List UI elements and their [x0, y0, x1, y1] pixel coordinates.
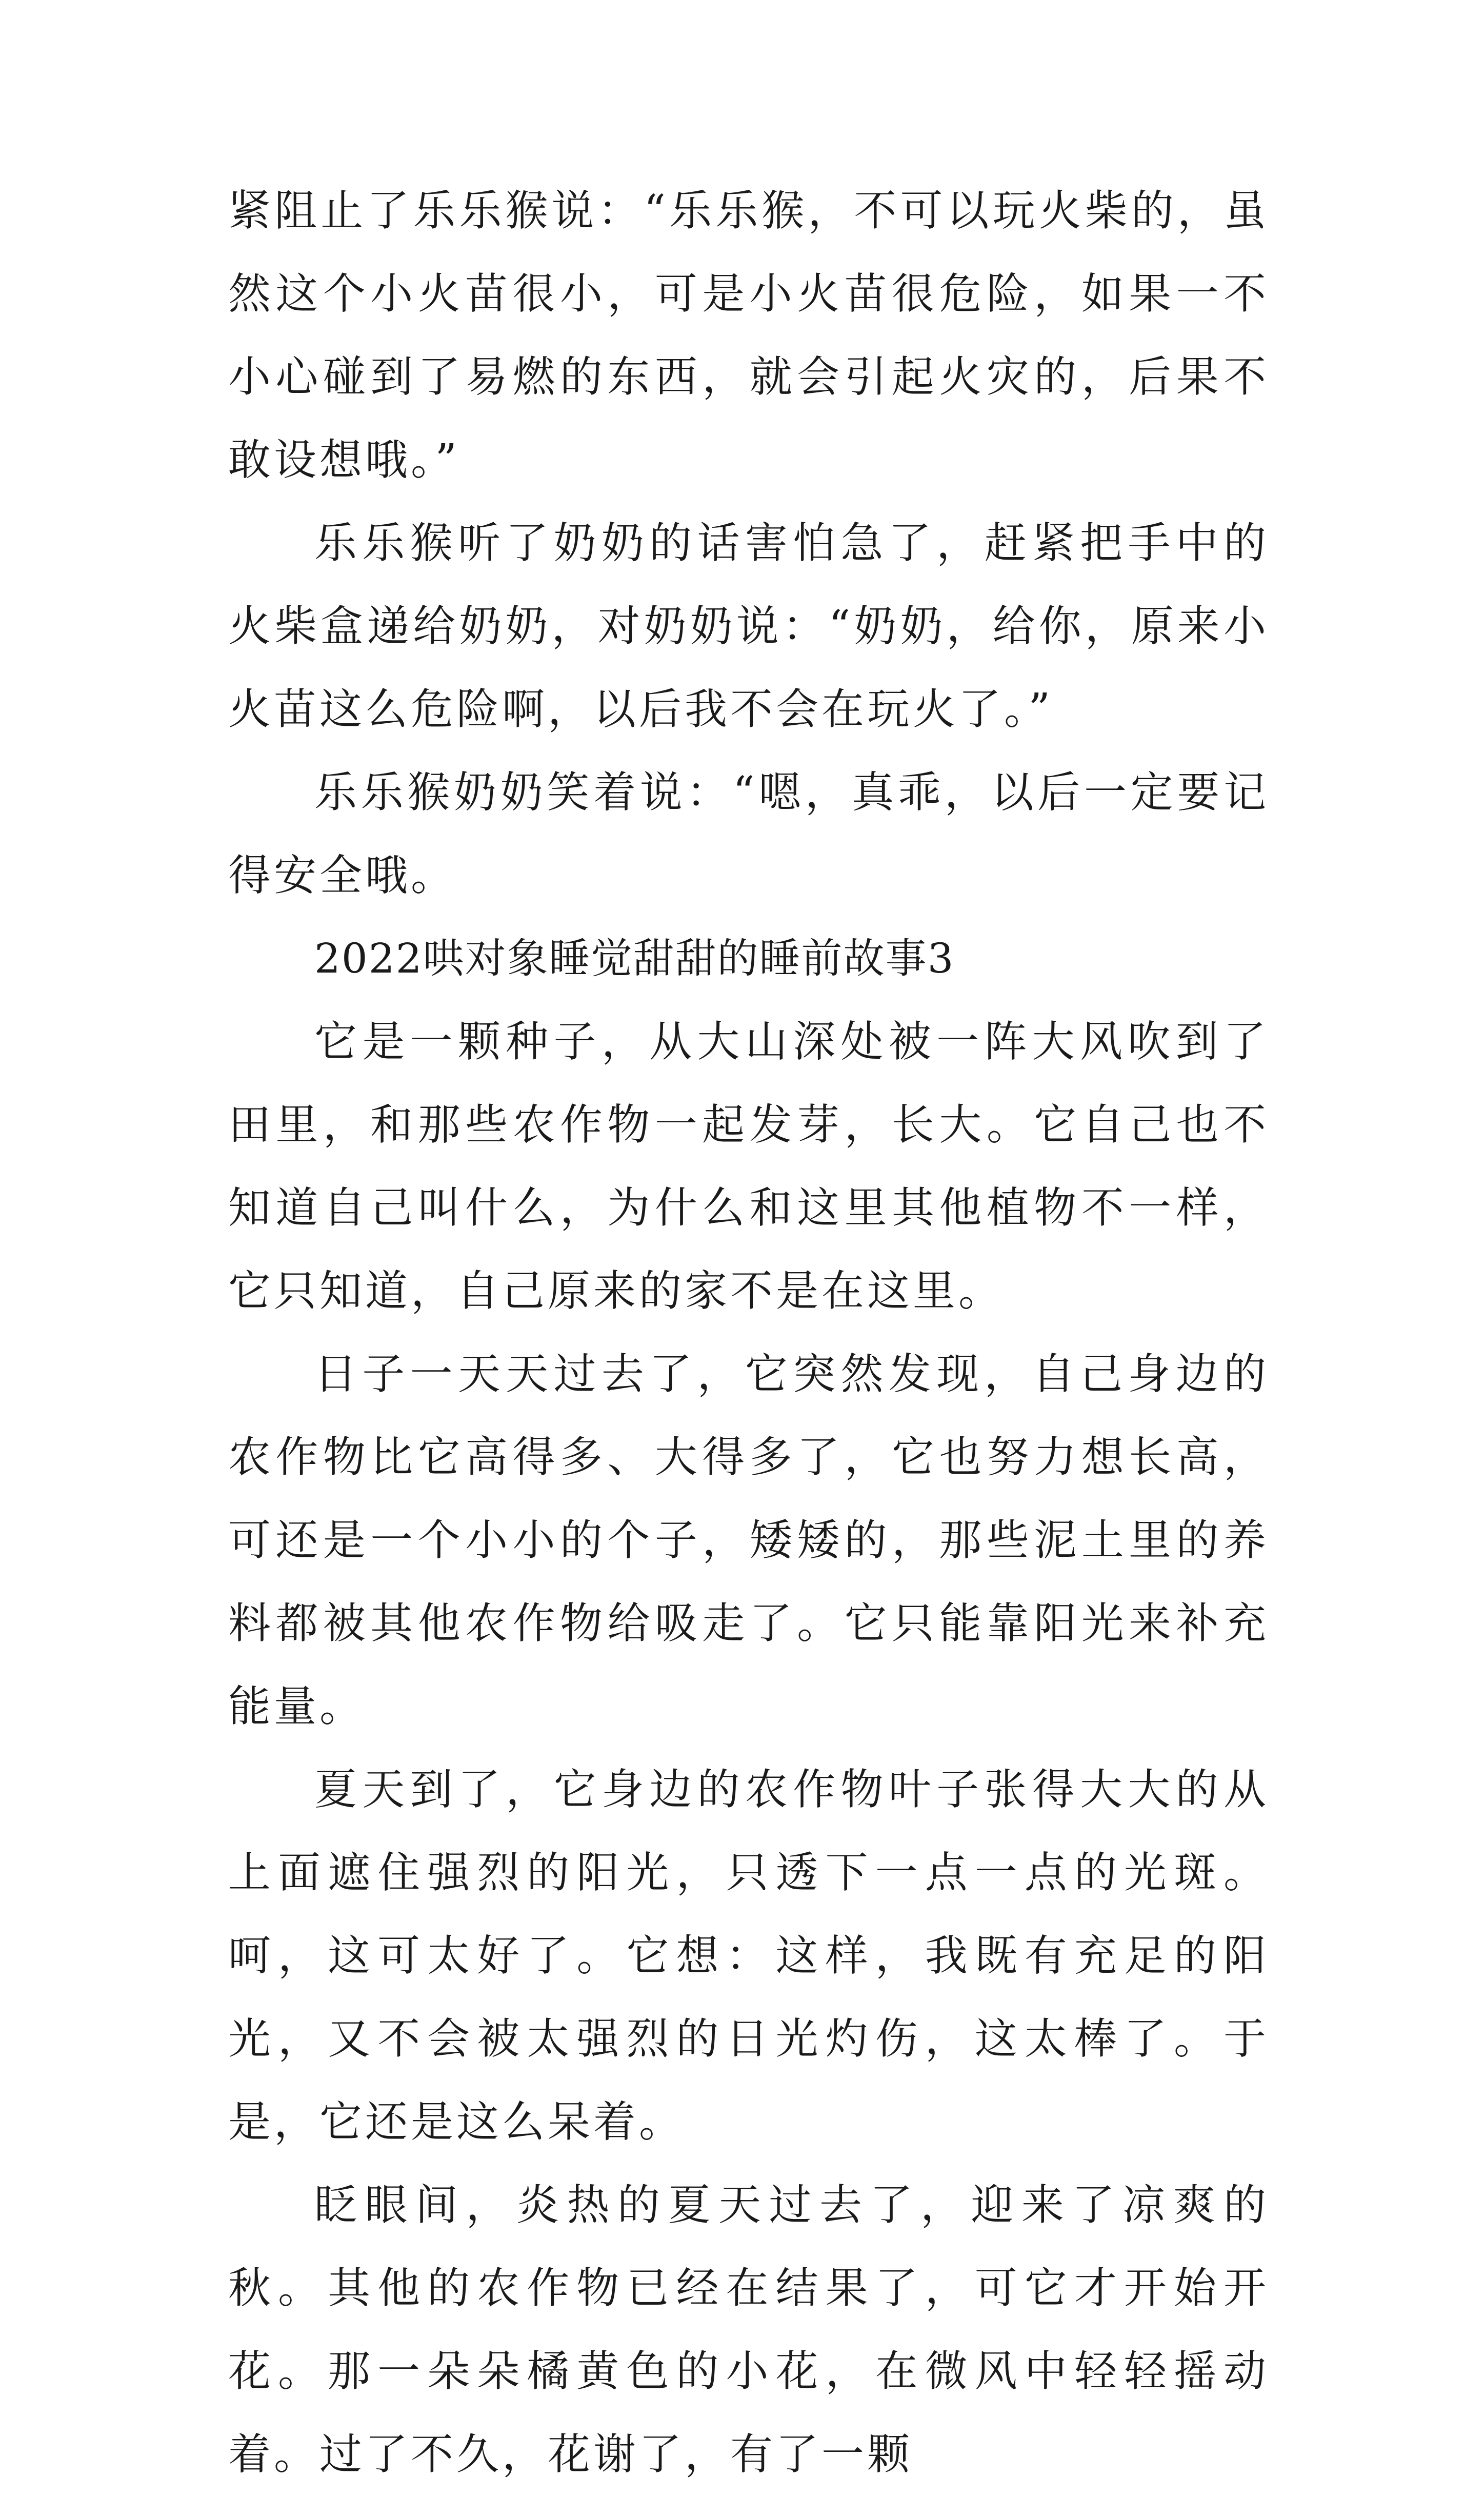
story-heading: 2022哄对象睡觉甜甜的睡前故事3	[314, 935, 955, 982]
paragraph-1: 紧阻止了乐乐猴说：“乐乐猴，不可以玩火柴的，虽然这个小火苗很小，可是小火苗很危险，如果一不小心碰到了易燃的东西，就会引起火灾的，后果不敢设想哦。”	[228, 186, 1269, 485]
paragraph-5: 日子一天天过去了，它突然发现，自己身边的农作物比它高得多、大得多了，它也努力想长高，可还是一个小小的个子，矮矮的，那些泥土里的养料都被其他农作物给吸走了。它只能靠阳光来补充能量。	[228, 1349, 1269, 1731]
paragraph-7: 眨眼间，炎热的夏天过去了，迎来了凉爽的秋。其他的农作物已经在结果了，可它才开始开花。那一朵朵橘黄色的小花，在微风中轻轻摇动着。过了不久，花谢了，有了一颗	[228, 2180, 1269, 2479]
paragraph-4: 它是一颗种子，从大山深处被一阵大风吹到了田里，和那些农作物一起发芽，长大。它自己也不知道自己叫什么，为什么和这里其他植物不一样，它只知道，自己原来的家不是在这里。	[228, 1017, 1269, 1316]
paragraph-2: 乐乐猴听了奶奶的话害怕急了，赶紧把手中的火柴盒递给奶奶，对奶奶说：“奶奶，给你，原来小火苗这么危险啊，以后我不会在玩火了。”	[228, 518, 1269, 734]
paragraph-3: 乐乐猴奶奶笑着说：“嗯，真乖，以后一定要记得安全哦。	[228, 767, 1269, 900]
paragraph-6: 夏天到了，它身边的农作物叶子张得大大的从上面遮住强烈的阳光，只透下一点一点的光斑。呵，这可太好了。它想：这样，我既有充足的阳光，又不会被太强烈的日光灼伤，这太棒了。于是，它还是这么呆着。	[228, 1765, 1269, 2147]
document-body	[228, 169, 1269, 2496]
